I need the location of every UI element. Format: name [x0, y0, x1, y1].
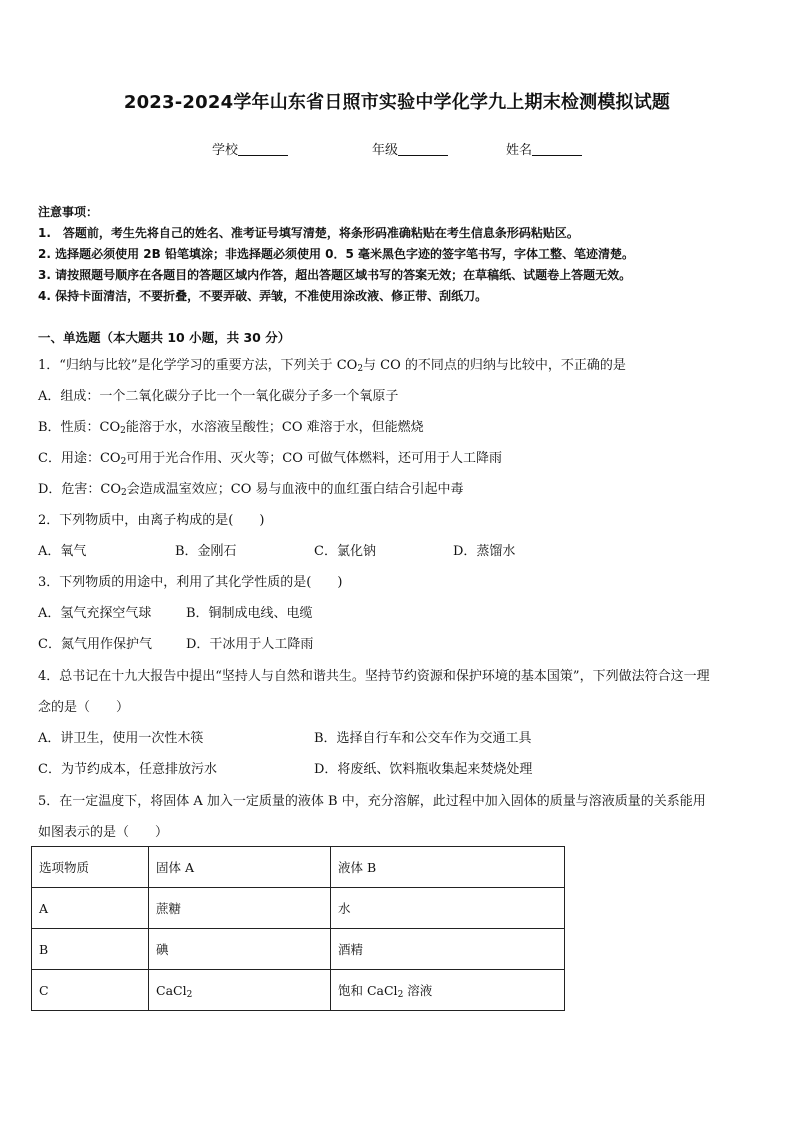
q4-option-d: D．将废纸、饮料瓶收集起来焚烧处理	[314, 762, 533, 777]
q2-option-a: A．氧气	[38, 544, 87, 559]
school-blank	[238, 143, 288, 156]
notice-item-3: 3. 请按照题号顺序在各题目的答题区域内作答，超出答题区域书写的答案无效；在草稿纸、试题卷上答题无效。	[38, 268, 632, 282]
q3-option-d: D．干冰用于人工降雨	[186, 637, 314, 652]
q1-option-b: B．性质：$CO_2$能溶于水，水溶液呈酸性；CO 难溶于水，但能燃烧	[38, 420, 424, 436]
notice-item-4: 4. 保持卡面清洁，不要折叠，不要弄破、弄皱，不准使用涂改液、修正带、刮纸刀。	[38, 289, 488, 303]
notice-item-2: 2. 选择题必须使用 2B 铅笔填涂；非选择题必须使用 0．5 毫米黑色字迹的签字笔书写，字体工整、笔迹清楚。	[38, 247, 634, 261]
q4-option-b: B．选择自行车和公交车作为交通工具	[314, 731, 532, 746]
table-row	[32, 970, 565, 1011]
table-header-row	[32, 847, 565, 888]
q2-stem: 2．下列物质中，由离子构成的是( )	[38, 513, 265, 528]
table-cell: 酒精	[331, 929, 565, 970]
table-cell: 饱和 CaCl$_2$ 溶液	[331, 970, 565, 1011]
table-header-cell: 选项物质	[32, 847, 149, 888]
q3-option-b: B．铜制成电线、电缆	[186, 606, 313, 621]
table-cell: 蔗糖	[149, 888, 331, 929]
q2-option-b: B．金刚石	[175, 544, 237, 559]
name-field	[506, 139, 582, 158]
grade-blank	[398, 143, 448, 156]
grade-label: 年级	[372, 143, 399, 158]
q5-stem-line2: 如图表示的是（ ）	[38, 825, 169, 840]
q4-stem-line1: 4．总书记在十九大报告中提出“坚持人与自然和谐共生。坚持节约资源和保护环境的基本国策”，下列做法符合这一理	[38, 669, 710, 684]
name-label: 姓名	[506, 143, 533, 158]
q3-option-c: C．氮气用作保护气	[38, 637, 152, 652]
school-field	[212, 139, 288, 158]
table-cell: CaCl$_2$	[149, 970, 331, 1011]
table-cell: C	[32, 970, 149, 1011]
table-header-cell: 液体 B	[331, 847, 565, 888]
q2-option-d: D．蒸馏水	[453, 544, 516, 559]
grade-field	[372, 139, 448, 158]
table-header-cell: 固体 A	[149, 847, 331, 888]
q4-stem-line2: 念的是（ ）	[38, 700, 130, 715]
exam-title: 2023-2024学年山东省日照市实验中学化学九上期末检测模拟试题	[123, 92, 671, 113]
q3-option-a: A．氢气充探空气球	[38, 606, 152, 621]
q4-option-c: C．为节约成本，任意排放污水	[38, 762, 217, 777]
q1-option-d: D．危害：$CO_2$会造成温室效应；CO 易与血液中的血红蛋白结合引起中毒	[38, 482, 464, 498]
notice-item-1: 1. 答题前，考生先将自己的姓名、准考证号填写清楚，将条形码准确粘贴在考生信息条形码粘贴区。	[38, 226, 579, 240]
name-blank	[532, 143, 582, 156]
table-row	[32, 888, 565, 929]
q5-stem-line1: 5．在一定温度下，将固体 A 加入一定质量的液体 B 中，充分溶解，此过程中加入固体的质量与溶液质量的关系能用	[38, 794, 706, 809]
q3-stem: 3．下列物质的用途中，利用了其化学性质的是( )	[38, 575, 343, 590]
section-heading: 一、单选题（本大题共 10 小题，共 30 分）	[38, 330, 291, 345]
q1-stem: 1．“归纳与比较”是化学学习的重要方法，下列关于 $CO_2$与 CO 的不同点的归纳与比较中，不正确的是	[38, 358, 626, 374]
table-cell: 碘	[149, 929, 331, 970]
q1-option-a: A．组成：一个二氧化碳分子比一个一氧化碳分子多一个氧原子	[38, 389, 399, 404]
q2-option-c: C．氯化钠	[314, 544, 376, 559]
q1-option-c: C．用途：$CO_2$可用于光合作用、灭火等；CO 可做气体燃料，还可用于人工降雨	[38, 451, 503, 467]
school-label: 学校	[212, 143, 239, 158]
table-cell: A	[32, 888, 149, 929]
table-cell: B	[32, 929, 149, 970]
table-cell: 水	[331, 888, 565, 929]
q4-option-a: A．讲卫生，使用一次性木筷	[38, 731, 204, 746]
q5-options-table	[31, 846, 565, 1011]
notice-heading: 注意事项：	[38, 205, 99, 219]
table-row	[32, 929, 565, 970]
